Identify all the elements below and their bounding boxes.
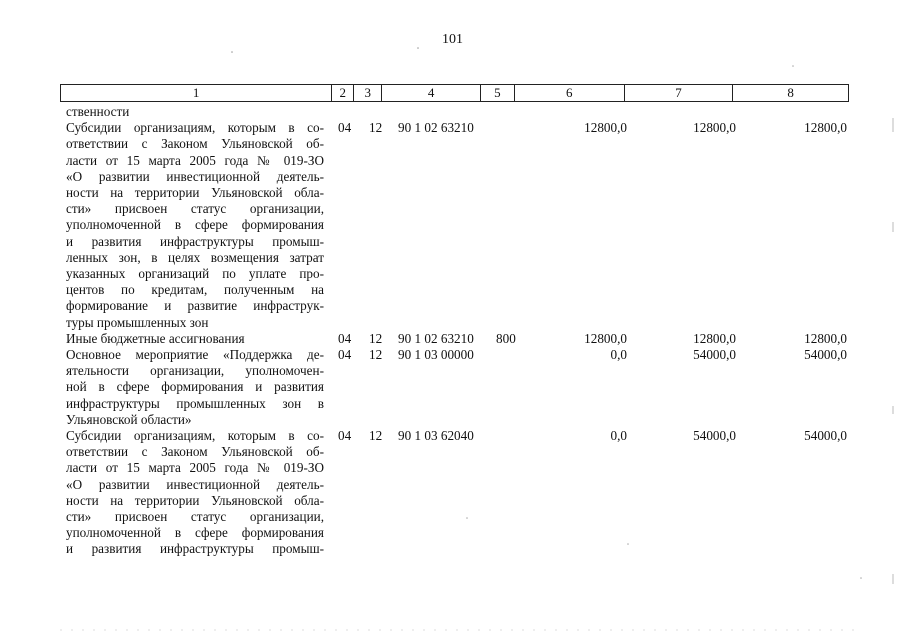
column-gl: 04 — [338, 330, 352, 346]
table-row — [0, 331, 905, 347]
description-line: ятельности организации, уполномочен- — [66, 363, 324, 379]
header-col-3: 3 — [354, 85, 382, 101]
column-pr: 12 — [369, 120, 383, 136]
description-line: Субсидии организациям, которым в со- — [66, 427, 324, 443]
header-col-5: 5 — [481, 85, 515, 101]
description-line: ласти от 15 марта 2005 года № 019-ЗО — [66, 460, 324, 476]
row-description — [66, 120, 324, 331]
page-number: 101 — [442, 32, 463, 47]
description-line: инфраструктуры промышленных зон в — [66, 395, 324, 411]
description-line: и развития инфраструктуры промыш- — [66, 541, 324, 557]
header-col-8: 8 — [787, 85, 794, 100]
description-line: сти» присвоен статус организации, — [66, 508, 324, 524]
column-pr: 12 — [369, 330, 383, 346]
description-line: ственности — [66, 104, 130, 119]
description-line: ности на территории Ульяновской обла- — [66, 492, 324, 508]
column-vr: 800 — [496, 330, 516, 346]
description-line: «О развитии инвестиционной деятель- — [66, 168, 324, 184]
column-7: 12800,0 — [693, 330, 736, 346]
row-description — [66, 104, 324, 120]
column-8: 12800,0 — [804, 330, 847, 346]
column-gl: 04 — [338, 120, 352, 136]
description-line: Основное мероприятие «Поддержка де- — [66, 346, 324, 362]
column-gl: 04 — [338, 346, 352, 362]
column-pr: 12 — [369, 427, 383, 443]
column-pr: 12 — [369, 346, 383, 362]
table-row — [0, 428, 905, 558]
column-6: 12800,0 — [584, 330, 627, 346]
column-gl: 04 — [338, 427, 352, 443]
column-6: 12800,0 — [584, 120, 627, 136]
description-line: уполномоченной в сфере формирования — [66, 525, 324, 541]
header-col-6: 6 — [515, 85, 625, 101]
column-cs: 90 1 02 63210 — [398, 120, 474, 136]
description-line: Субсидии организациям, которым в со- — [66, 120, 324, 136]
table-row — [0, 347, 905, 428]
column-7: 54000,0 — [693, 346, 736, 362]
description-line: ответствии с Законом Ульяновской об- — [66, 136, 324, 152]
description-line: ласти от 15 марта 2005 года № 019-ЗО — [66, 152, 324, 168]
description-line: формирование и развитие инфраструк- — [66, 298, 324, 314]
table-row — [0, 120, 905, 331]
description-line: ности на территории Ульяновской обла- — [66, 185, 324, 200]
description-line: туры промышленных зон — [66, 314, 209, 330]
description-line: сти» присвоен статус организации, — [66, 201, 324, 217]
column-cs: 90 1 02 63210 — [398, 330, 474, 346]
column-7: 12800,0 — [693, 120, 736, 136]
column-8: 54000,0 — [804, 346, 847, 362]
column-7: 54000,0 — [693, 427, 736, 443]
description-line: указанных организаций по уплате про- — [66, 266, 324, 282]
column-8: 54000,0 — [804, 427, 847, 443]
description-line: центов по кредитам, полученным на — [66, 282, 324, 298]
description-line: Ульяновской области» — [66, 411, 192, 427]
header-col-4: 4 — [382, 85, 481, 101]
description-line: уполномоченной в сфере формирования — [66, 217, 324, 233]
column-cs: 90 1 03 00000 — [398, 346, 474, 362]
column-6: 0,0 — [610, 346, 627, 362]
row-description — [66, 347, 324, 428]
header-col-1: 1 — [61, 85, 332, 101]
description-line: ответствии с Законом Ульяновской об- — [66, 444, 324, 460]
column-8: 12800,0 — [804, 120, 847, 136]
row-description — [66, 428, 324, 558]
table-row — [0, 104, 905, 120]
table-header — [60, 84, 849, 102]
description-line: Иные бюджетные ассигнования — [66, 330, 245, 346]
table-body — [0, 104, 905, 558]
description-line: и развития инфраструктуры промыш- — [66, 233, 324, 249]
column-6: 0,0 — [610, 427, 627, 443]
header-col-7: 7 — [625, 85, 734, 101]
header-col-2: 2 — [332, 85, 354, 101]
description-line: ной в сфере формирования и развития — [66, 379, 324, 395]
description-line: «О развитии инвестиционной деятель- — [66, 476, 324, 492]
column-cs: 90 1 03 62040 — [398, 427, 474, 443]
description-line: ленных зон, в целях возмещения затрат — [66, 249, 324, 265]
row-description — [66, 331, 324, 347]
